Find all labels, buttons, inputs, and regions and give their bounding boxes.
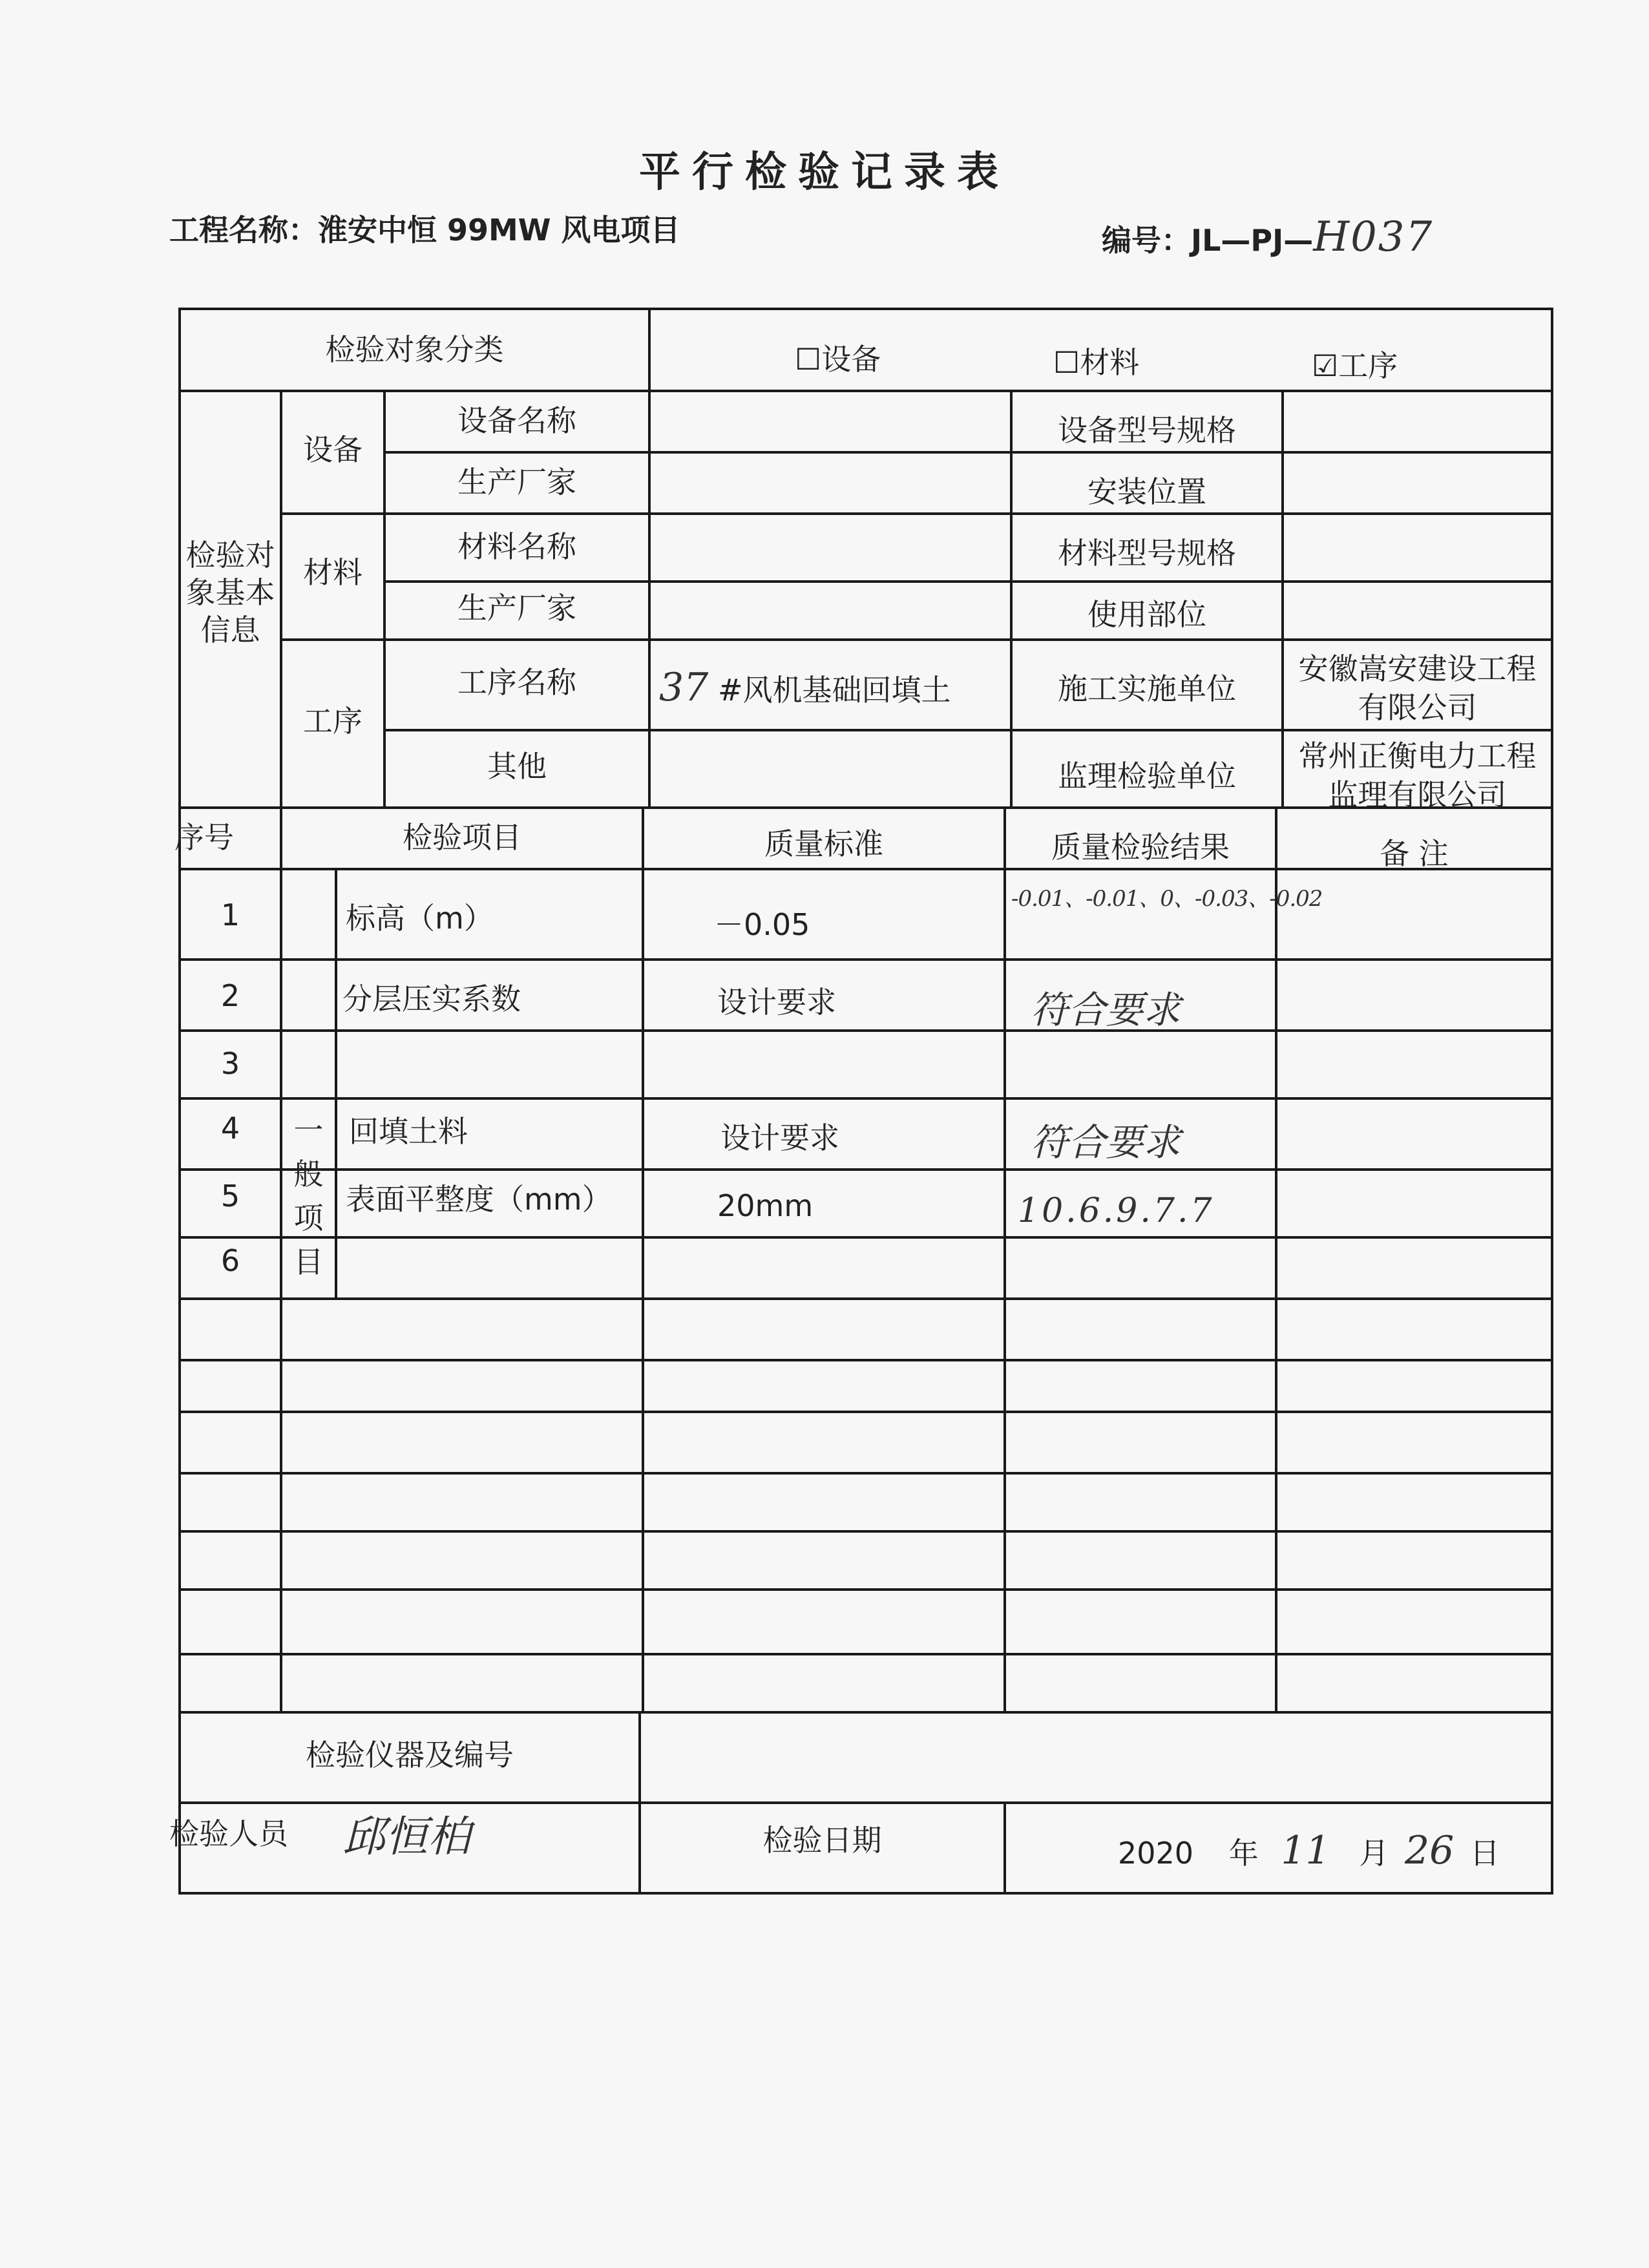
item-result: 10.6.9.7.7 [1018, 1192, 1215, 1230]
date-day: 26 [1404, 1828, 1455, 1873]
inspector-signature: 邱恒柏 [342, 1812, 470, 1862]
item-seq: 5 [220, 1179, 240, 1213]
instrument-label: 检验仪器及编号 [306, 1738, 514, 1772]
item-standard: 设计要求 [717, 985, 836, 1020]
label-char: 目 [293, 1244, 324, 1279]
label-line: 检验对 [185, 538, 275, 572]
label-char: 项 [293, 1201, 324, 1235]
project-value: 淮安中恒 99MW 风电项目 [318, 213, 680, 247]
material-model-label: 材料型号规格 [1058, 536, 1236, 571]
label-char: 一 [293, 1113, 324, 1148]
unit-line: 常州正衡电力工程 [1298, 739, 1537, 773]
item-seq: 3 [220, 1046, 240, 1081]
category-option-material[interactable] [1053, 346, 1139, 380]
equipment-name-label: 设备名称 [457, 403, 576, 438]
process-group-label: 工序 [303, 704, 362, 739]
checkbox-icon: ☐ [795, 342, 822, 377]
item-seq: 2 [220, 978, 240, 1013]
header-result: 质量检验结果 [1051, 830, 1230, 865]
date-month-unit: 月 [1359, 1836, 1389, 1871]
number-prefix: JL—PJ— [1191, 223, 1314, 258]
supervisor-unit-label: 监理检验单位 [1058, 759, 1236, 793]
construction-unit-value [1283, 649, 1552, 727]
item-result: 符合要求 [1031, 1120, 1181, 1164]
process-name-text: #风机基础回填土 [717, 673, 951, 708]
date-year-unit: 年 [1228, 1836, 1259, 1871]
item-name: 回填土料 [349, 1114, 468, 1149]
header-remark: 备 注 [1380, 836, 1449, 871]
item-name: 表面平整度（mm） [346, 1182, 612, 1217]
item-name: 分层压实系数 [342, 982, 521, 1016]
item-name: 标高（m） [346, 901, 494, 936]
date-value [1118, 1829, 1500, 1873]
header-seq: 序号 [174, 820, 234, 855]
label-char: 般 [293, 1157, 324, 1192]
process-name-label: 工序名称 [457, 665, 576, 700]
process-name-value [659, 666, 951, 710]
item-standard: 设计要求 [720, 1120, 839, 1155]
item-seq: 4 [220, 1111, 240, 1146]
header-standard: 质量标准 [764, 826, 883, 861]
equipment-model-label: 设备型号规格 [1058, 413, 1236, 448]
construction-unit-label: 施工实施单位 [1058, 671, 1236, 706]
page-title: 平行检验记录表 [639, 149, 1010, 196]
item-standard: 20mm [717, 1188, 814, 1223]
unit-line: 有限公司 [1358, 690, 1477, 725]
basic-info-label [180, 536, 281, 649]
equipment-maker-label: 生产厂家 [457, 465, 576, 499]
material-maker-label: 生产厂家 [457, 591, 576, 625]
date-day-unit: 日 [1469, 1836, 1500, 1871]
install-location-label: 安装位置 [1087, 474, 1206, 509]
option-label: 工序 [1338, 348, 1398, 383]
option-label: 设备 [821, 342, 881, 377]
unit-line: 安徽嵩安建设工程 [1298, 651, 1537, 686]
checkbox-icon: ☐ [1053, 345, 1080, 380]
number-label: 编号： [1102, 223, 1191, 258]
date-month: 11 [1281, 1828, 1330, 1873]
material-group-label: 材料 [303, 555, 362, 590]
material-name-label: 材料名称 [457, 529, 576, 564]
item-seq: 6 [220, 1243, 240, 1278]
date-label: 检验日期 [762, 1823, 882, 1858]
general-items-label [281, 1108, 336, 1284]
checked-checkbox-icon: ☑ [1312, 348, 1339, 383]
supervisor-unit-value [1283, 737, 1552, 814]
number-handwritten: H037 [1313, 213, 1434, 261]
label-line: 信息 [200, 613, 260, 647]
project-label: 工程名称： [169, 213, 318, 247]
usage-location-label: 使用部位 [1087, 597, 1206, 632]
inspector-label: 检验人员 [169, 1816, 288, 1851]
equipment-group-label: 设备 [303, 432, 362, 467]
other-label: 其他 [487, 749, 547, 784]
process-number-handwritten: 37 [659, 665, 709, 710]
date-year: 2020 [1118, 1836, 1194, 1871]
item-result: -0.01、-0.01、0、-0.03、-0.02 [1011, 886, 1323, 912]
item-standard: －0.05 [714, 907, 810, 942]
label-line: 象基本 [185, 575, 275, 610]
category-option-process[interactable] [1312, 349, 1398, 383]
category-option-equipment[interactable] [795, 342, 881, 377]
item-seq: 1 [220, 898, 240, 932]
category-label: 检验对象分类 [325, 332, 504, 367]
option-label: 材料 [1080, 345, 1140, 380]
item-result: 符合要求 [1031, 988, 1181, 1032]
header-item: 检验项目 [403, 820, 521, 855]
unit-line: 监理有限公司 [1328, 777, 1507, 812]
